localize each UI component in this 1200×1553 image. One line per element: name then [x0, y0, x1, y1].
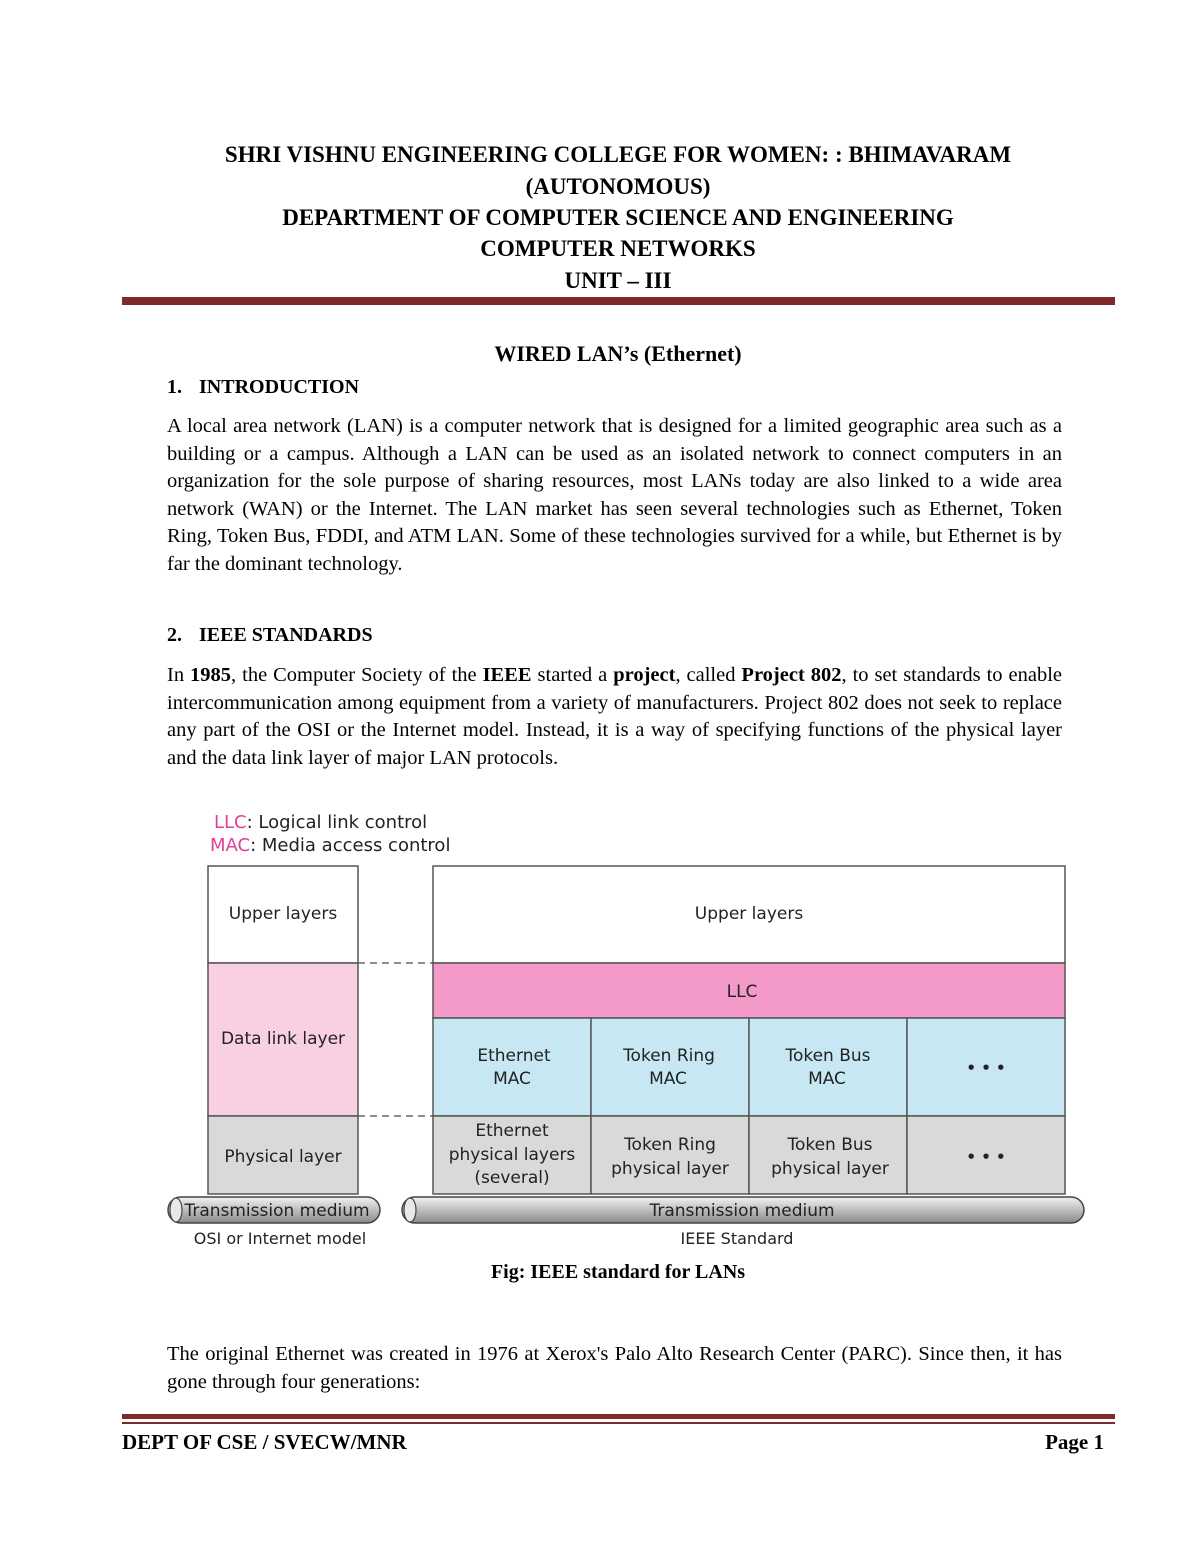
ieee-standard-label: IEEE Standard	[680, 1229, 794, 1248]
mac-tokenring-line1: Token Ring	[623, 1046, 715, 1066]
heading-text: IEEE STANDARDS	[199, 624, 373, 646]
phy-tokenbus-line1: Token Bus	[787, 1135, 873, 1155]
tube-end-cap	[170, 1198, 182, 1222]
text-run: started a	[531, 664, 614, 686]
college-name: SHRI VISHNU ENGINEERING COLLEGE FOR WOMEN: : BHIMAVARAM	[224, 142, 1012, 167]
text-run: , the Computer Society of the	[231, 664, 483, 686]
text-run: In	[167, 664, 191, 686]
mac-more-dots: • • •	[966, 1059, 1006, 1077]
tube-end-cap	[404, 1198, 416, 1222]
heading-introduction	[167, 376, 359, 399]
phy-ethernet-line3: (several)	[474, 1168, 550, 1188]
closing-paragraph: The original Ethernet was created in 1976 at Xerox's Palo Alto Research Center (PARC). Since then, it has gone through four generations:	[167, 1343, 1062, 1393]
footer-department: DEPT OF CSE / SVECW/MNR	[122, 1430, 407, 1454]
phy-tokenring-line1: Token Ring	[624, 1135, 716, 1155]
mac-ethernet-box	[433, 1018, 591, 1116]
legend-mac: MAC: Media access control	[210, 835, 451, 856]
department-name: DEPARTMENT OF COMPUTER SCIENCE AND ENGINEERING	[282, 205, 954, 230]
bold-run: project	[613, 664, 676, 686]
osi-physical-label: Physical layer	[224, 1147, 342, 1167]
phy-tokenbus-box	[749, 1116, 907, 1194]
bold-run: IEEE	[482, 664, 532, 686]
osi-model-label: OSI or Internet model	[193, 1229, 367, 1248]
osi-datalink-label: Data link layer	[220, 1029, 346, 1049]
mac-tokenring-line2: MAC	[649, 1069, 687, 1089]
heading-text: INTRODUCTION	[199, 376, 360, 398]
mac-tokenbus-line2: MAC	[808, 1069, 846, 1089]
ieee-lan-figure	[160, 806, 1095, 1256]
phy-more-dots: • • •	[966, 1148, 1006, 1166]
section-title: WIRED LAN’s (Ethernet)	[494, 341, 742, 366]
ieee-upper-label: Upper layers	[694, 904, 804, 924]
heading-number: 1.	[167, 376, 182, 398]
phy-ethernet-line1: Ethernet	[475, 1121, 549, 1141]
mac-ethernet-line2: MAC	[493, 1069, 531, 1089]
osi-upper-label: Upper layers	[228, 904, 338, 924]
heading-number: 2.	[167, 624, 182, 646]
page-number: Page 1	[1045, 1430, 1104, 1454]
mac-ethernet-line1: Ethernet	[477, 1046, 551, 1066]
heading-ieee-standards	[167, 624, 373, 647]
phy-ethernet-line2: physical layers	[448, 1145, 576, 1165]
footer-divider	[122, 1414, 1115, 1419]
text-run: , to set standards to enable intercommunication among equipment from a variety of manufacturers. Project 802 does not seek to replace any part of the OSI or the Internet model. Instead, it is a way of specifying functions of the physical layer and the data link layer of major LAN protocols.	[167, 664, 1062, 769]
header-divider	[122, 297, 1115, 305]
footer-divider-thin	[122, 1422, 1115, 1424]
bold-run: Project 802	[741, 664, 842, 686]
phy-tokenbus-line2: physical layer	[771, 1159, 889, 1179]
unit-label: UNIT – III	[564, 268, 672, 293]
llc-label: LLC	[726, 982, 758, 1002]
text-run: , called	[675, 664, 742, 686]
introduction-paragraph: A local area network (LAN) is a computer network that is designed for a limited geographic area such as a building or a campus. Although a LAN can be used as an isolated network to connect computers in an organization for the sole purpose of sharing resources, most LANs today are also linked to a wide area network (WAN) or the Internet. The LAN market has seen several technologies such as Ethernet, Token Ring, Token Bus, FDDI, and ATM LAN. Some of these technologies survived for a while, but Ethernet is by far the dominant technology.	[167, 415, 1062, 575]
ieee-medium-label: Transmission medium	[649, 1201, 835, 1221]
ieee-paragraph	[167, 662, 1062, 772]
figure-caption: Fig: IEEE standard for LANs	[490, 1261, 746, 1283]
bold-run: 1985	[190, 664, 232, 686]
mac-tokenbus-line1: Token Bus	[785, 1046, 871, 1066]
phy-tokenring-line2: physical layer	[611, 1159, 729, 1179]
course-name: COMPUTER NETWORKS	[480, 236, 756, 261]
mac-tokenring-box	[591, 1018, 749, 1116]
osi-medium-label: Transmission medium	[184, 1201, 370, 1221]
phy-tokenring-box	[591, 1116, 749, 1194]
mac-tokenbus-box	[749, 1018, 907, 1116]
autonomous-label: (AUTONOMOUS)	[525, 174, 711, 199]
legend-llc: LLC: Logical link control	[214, 812, 428, 833]
